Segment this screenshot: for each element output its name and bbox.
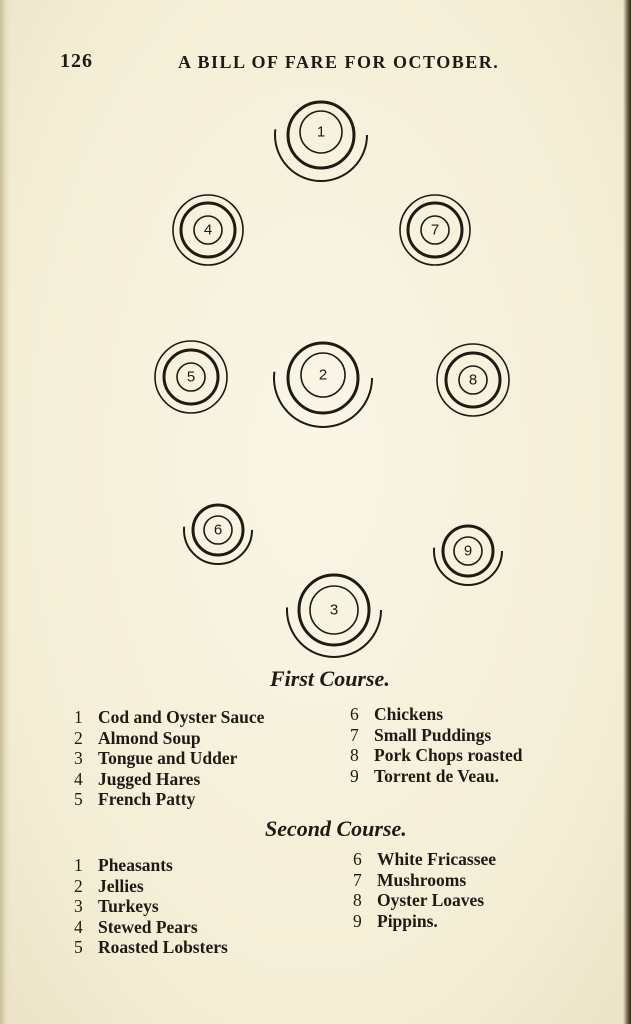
second-course-title: Second Course.	[265, 816, 407, 841]
second-course-right-list	[353, 849, 496, 931]
list-item: 7 Small Puddings	[350, 724, 492, 745]
dish-9-label: 9	[463, 542, 473, 560]
list-item: 5 French Patty	[74, 789, 196, 809]
dish-4-label: 4	[203, 221, 213, 239]
list-item: 2 Almond Soup	[74, 727, 201, 748]
dish-7-label: 7	[430, 221, 440, 239]
dish-1-label: 1	[316, 123, 326, 141]
first-course-right-list	[350, 704, 522, 786]
second-course-left-list	[74, 855, 228, 958]
list-item: 4 Stewed Pears	[74, 916, 198, 937]
list-item: 3 Tongue and Udder	[74, 748, 238, 768]
page-number: 126	[60, 50, 93, 72]
list-item: 7 Mushrooms	[353, 869, 467, 890]
dish-5-label: 5	[186, 368, 196, 386]
first-course-title: First Course.	[270, 666, 390, 691]
list-item: 3 Turkeys	[74, 896, 159, 916]
list-item: 9 Pippins.	[353, 910, 438, 931]
dish-8-label: 8	[468, 371, 478, 389]
dish-6-label: 6	[213, 521, 223, 539]
list-item: 8 Pork Chops roasted	[350, 745, 523, 765]
list-item: 5 Roasted Lobsters	[74, 937, 228, 957]
list-item: 1 Pheasants	[74, 855, 173, 875]
list-item: 6 White Fricassee	[353, 849, 497, 869]
list-item: 8 Oyster Loaves	[353, 890, 485, 910]
list-item: 1 Cod and Oyster Sauce	[74, 707, 265, 727]
dish-2-label: 2	[318, 366, 328, 384]
list-item: 2 Jellies	[74, 875, 144, 896]
running-title: A BILL OF FARE FOR OCTOBER.	[178, 52, 500, 72]
first-course-left-list	[74, 707, 264, 810]
dish-3-label: 3	[329, 601, 339, 619]
list-item: 4 Jugged Hares	[74, 768, 201, 789]
list-item: 6 Chickens	[350, 704, 444, 724]
list-item: 9 Torrent de Veau.	[350, 765, 499, 786]
